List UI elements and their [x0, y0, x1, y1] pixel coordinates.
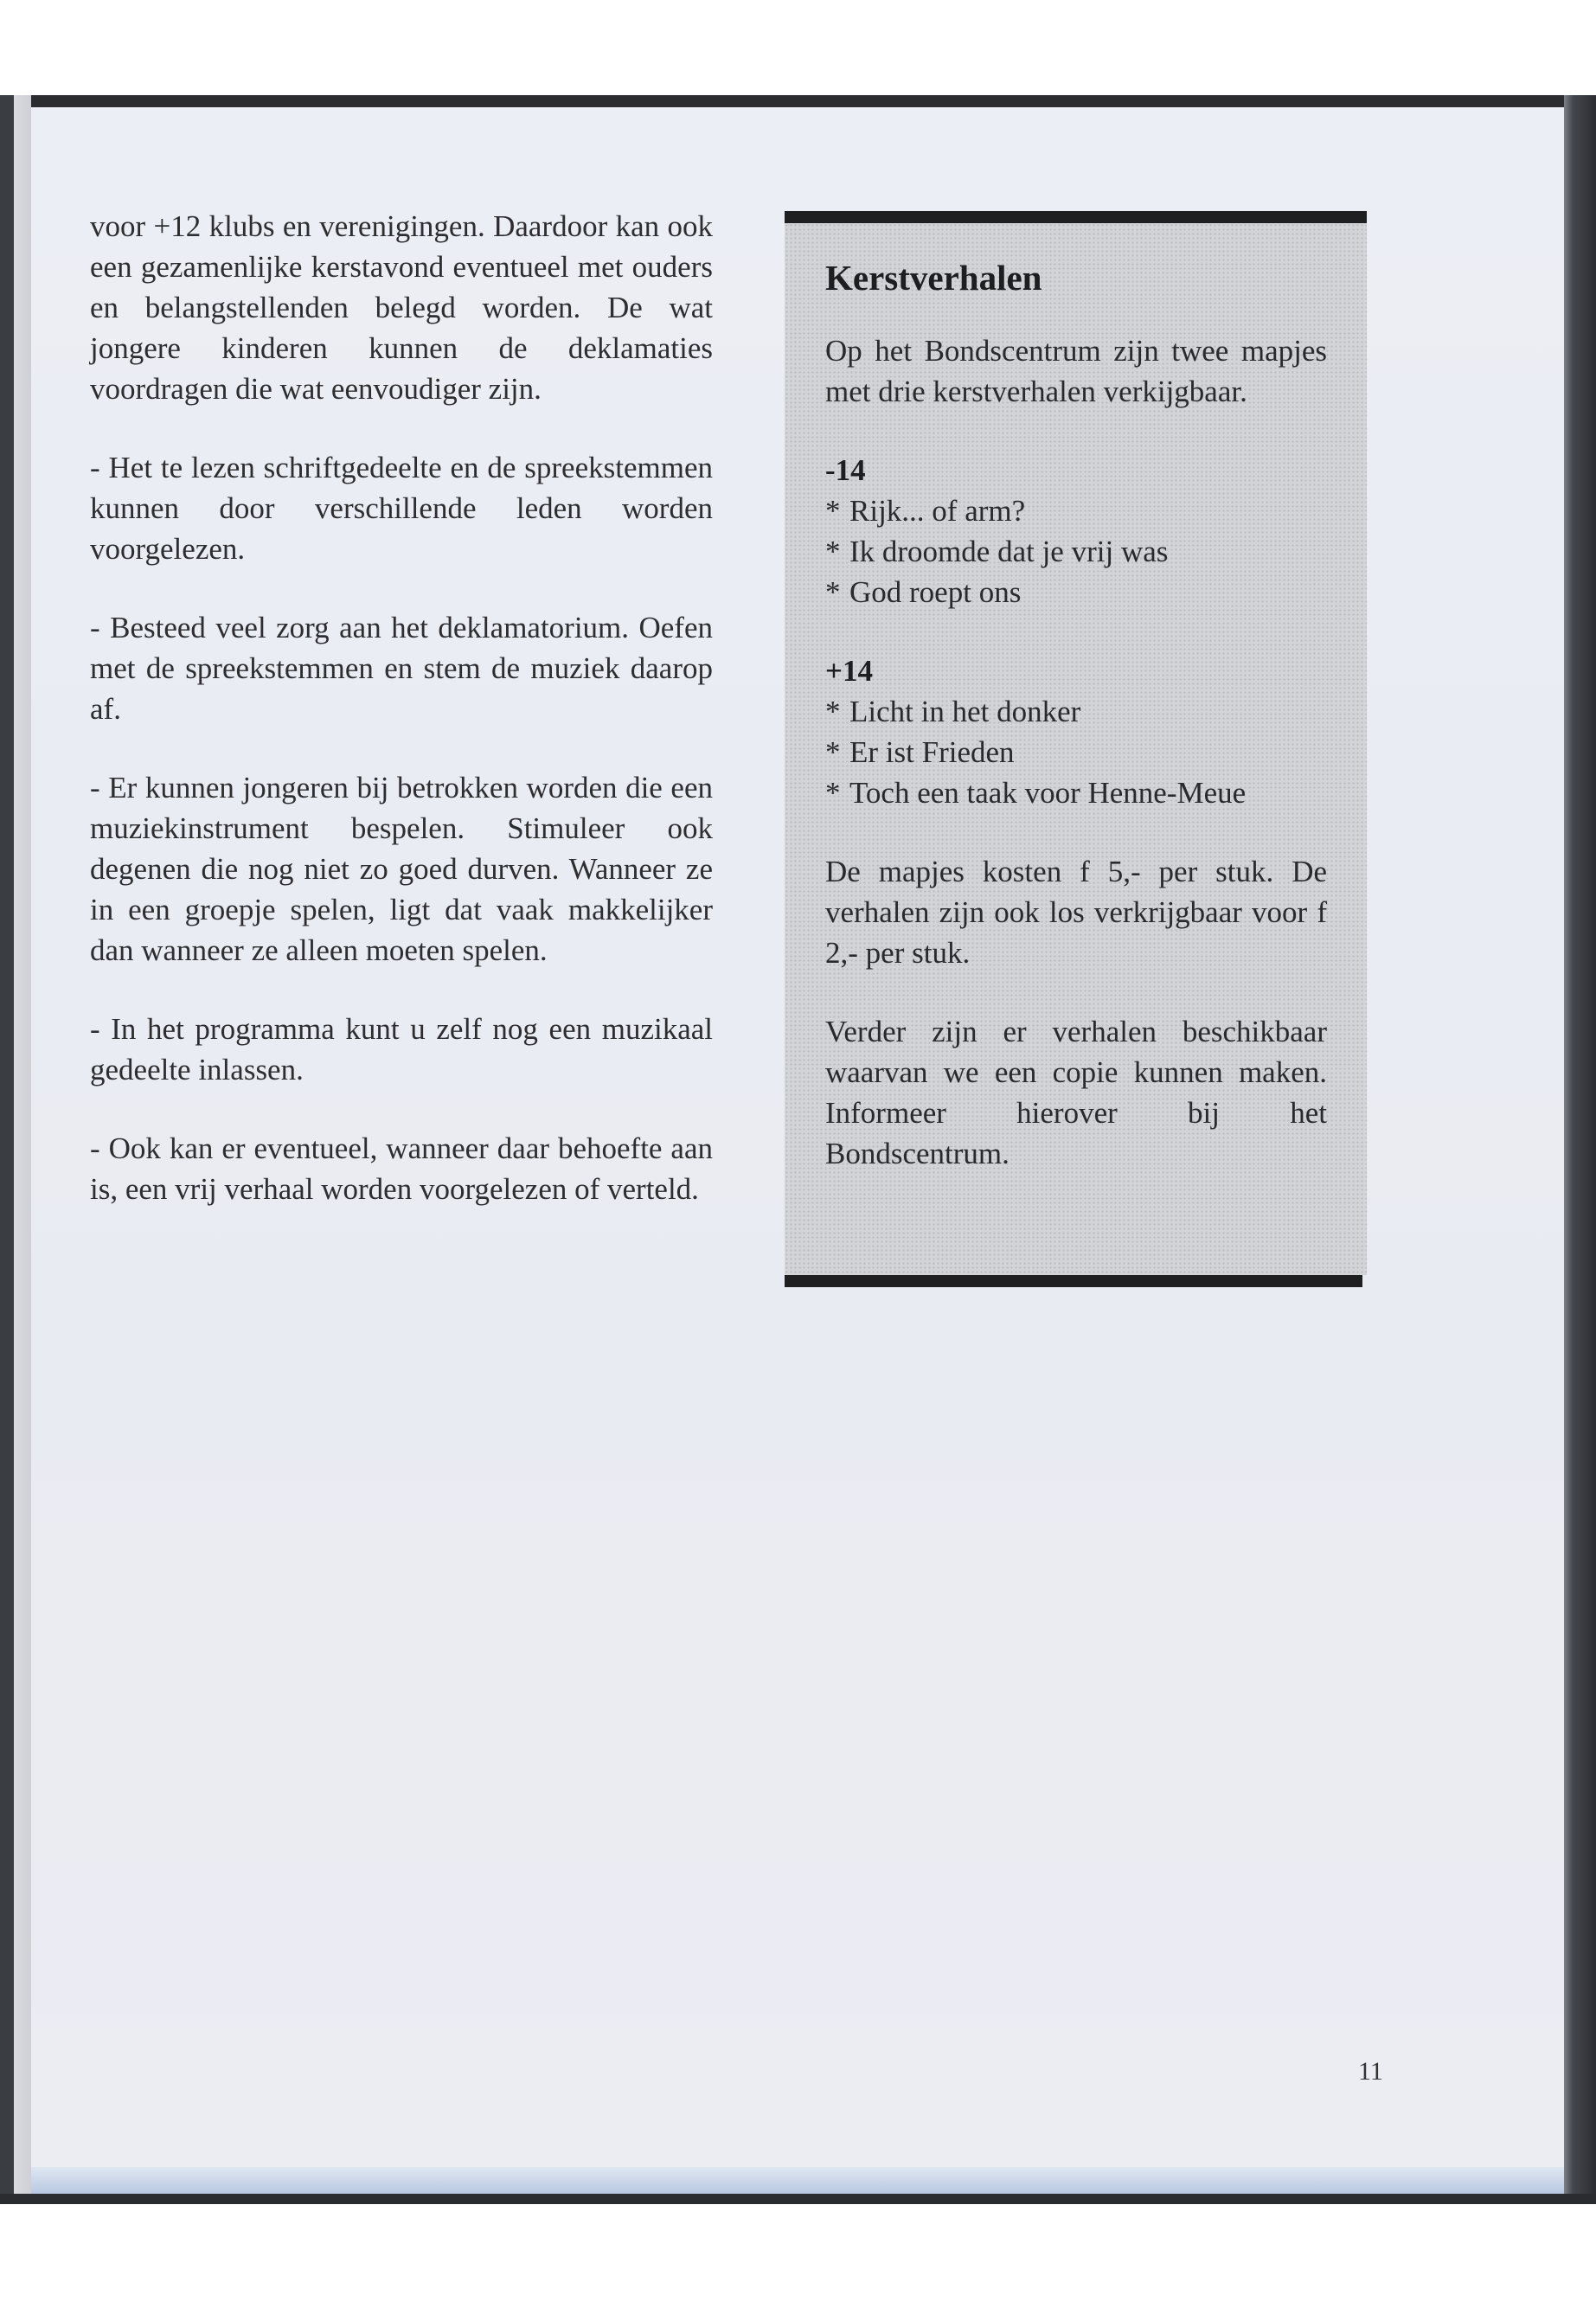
bullet-star: *	[825, 535, 841, 568]
price-info: De mapjes kosten f 5,- per stuk. De verhalen zijn ook los verkrijgbaar voor f 2,- per stuk.	[825, 855, 1327, 970]
scan-frame-right	[1564, 95, 1596, 2204]
story-title: Er ist Frieden	[849, 735, 1015, 769]
story-list	[825, 691, 1327, 813]
bullet-star: *	[825, 575, 841, 609]
paragraph: - Ook kan er eventueel, wanneer daar behoefte aan is, een vrij verhaal worden voorgelezen of verteld.	[90, 1131, 713, 1206]
age-group-heading: +14	[825, 654, 873, 688]
sidebar-bottom-rule	[785, 1275, 1362, 1287]
sidebar-intro: Op het Bondscentrum zijn twee mapjes met drie kerstverhalen verkijgbaar.	[825, 334, 1327, 408]
list-item	[825, 691, 1327, 732]
story-title: Licht in het donker	[849, 695, 1081, 728]
paragraph: - Er kunnen jongeren bij betrokken worden die een muziekinstrument bespelen. Stimuleer ook degenen die nog niet zo goed durven. Wanneer ze in een groepje spelen, ligt dat vaak makkelijker dan wanneer ze alleen moeten spelen.	[90, 771, 713, 967]
story-title: Toch een taak voor Henne-Meue	[849, 776, 1247, 810]
paragraph: - Besteed veel zorg aan het deklamatorium. Oefen met de spreekstemmen en stem de muziek daarop af.	[90, 611, 713, 726]
sidebar-title: Kerstverhalen	[825, 258, 1042, 298]
list-item	[825, 732, 1327, 772]
list-item	[825, 772, 1327, 813]
story-list	[825, 490, 1327, 612]
list-item	[825, 572, 1327, 612]
left-text-column	[90, 206, 713, 1247]
paragraph: - Het te lezen schriftgedeelte en de spreekstemmen kunnen door verschillende leden worden voorgelezen.	[90, 451, 713, 566]
story-title: Rijk... of arm?	[849, 494, 1026, 528]
scan-frame-left	[0, 95, 31, 2204]
age-group-heading: -14	[825, 453, 866, 487]
bullet-star: *	[825, 735, 841, 769]
list-item	[825, 531, 1327, 572]
page-number: 11	[1358, 2057, 1383, 2086]
story-title: Ik droomde dat je vrij was	[849, 535, 1169, 568]
bullet-star: *	[825, 695, 841, 728]
bullet-star: *	[825, 494, 841, 528]
scan-frame-bottom	[0, 2194, 1596, 2204]
paragraph: voor +12 klubs en verenigingen. Daardoor kan ook een gezamenlijke kerstavond eventueel met ouders en belangstellenden belegd worden. De wat jongere kinderen kunnen de deklamaties voordragen die wat eenvoudiger zijn.	[90, 209, 713, 406]
closing-note: Verder zijn er verhalen beschikbaar waarvan we een copie kunnen maken. Informeer hierover bij het Bondscentrum.	[825, 1015, 1327, 1170]
page-bottom-edge	[31, 2167, 1564, 2194]
list-item	[825, 490, 1327, 531]
paragraph: - In het programma kunt u zelf nog een muzikaal gedeelte inlassen.	[90, 1012, 713, 1086]
kerstverhalen-sidebar	[785, 223, 1367, 1275]
scan-frame-top	[0, 95, 1596, 107]
bullet-star: *	[825, 776, 841, 810]
sidebar-top-rule	[785, 211, 1367, 223]
story-title: God roept ons	[849, 575, 1022, 609]
